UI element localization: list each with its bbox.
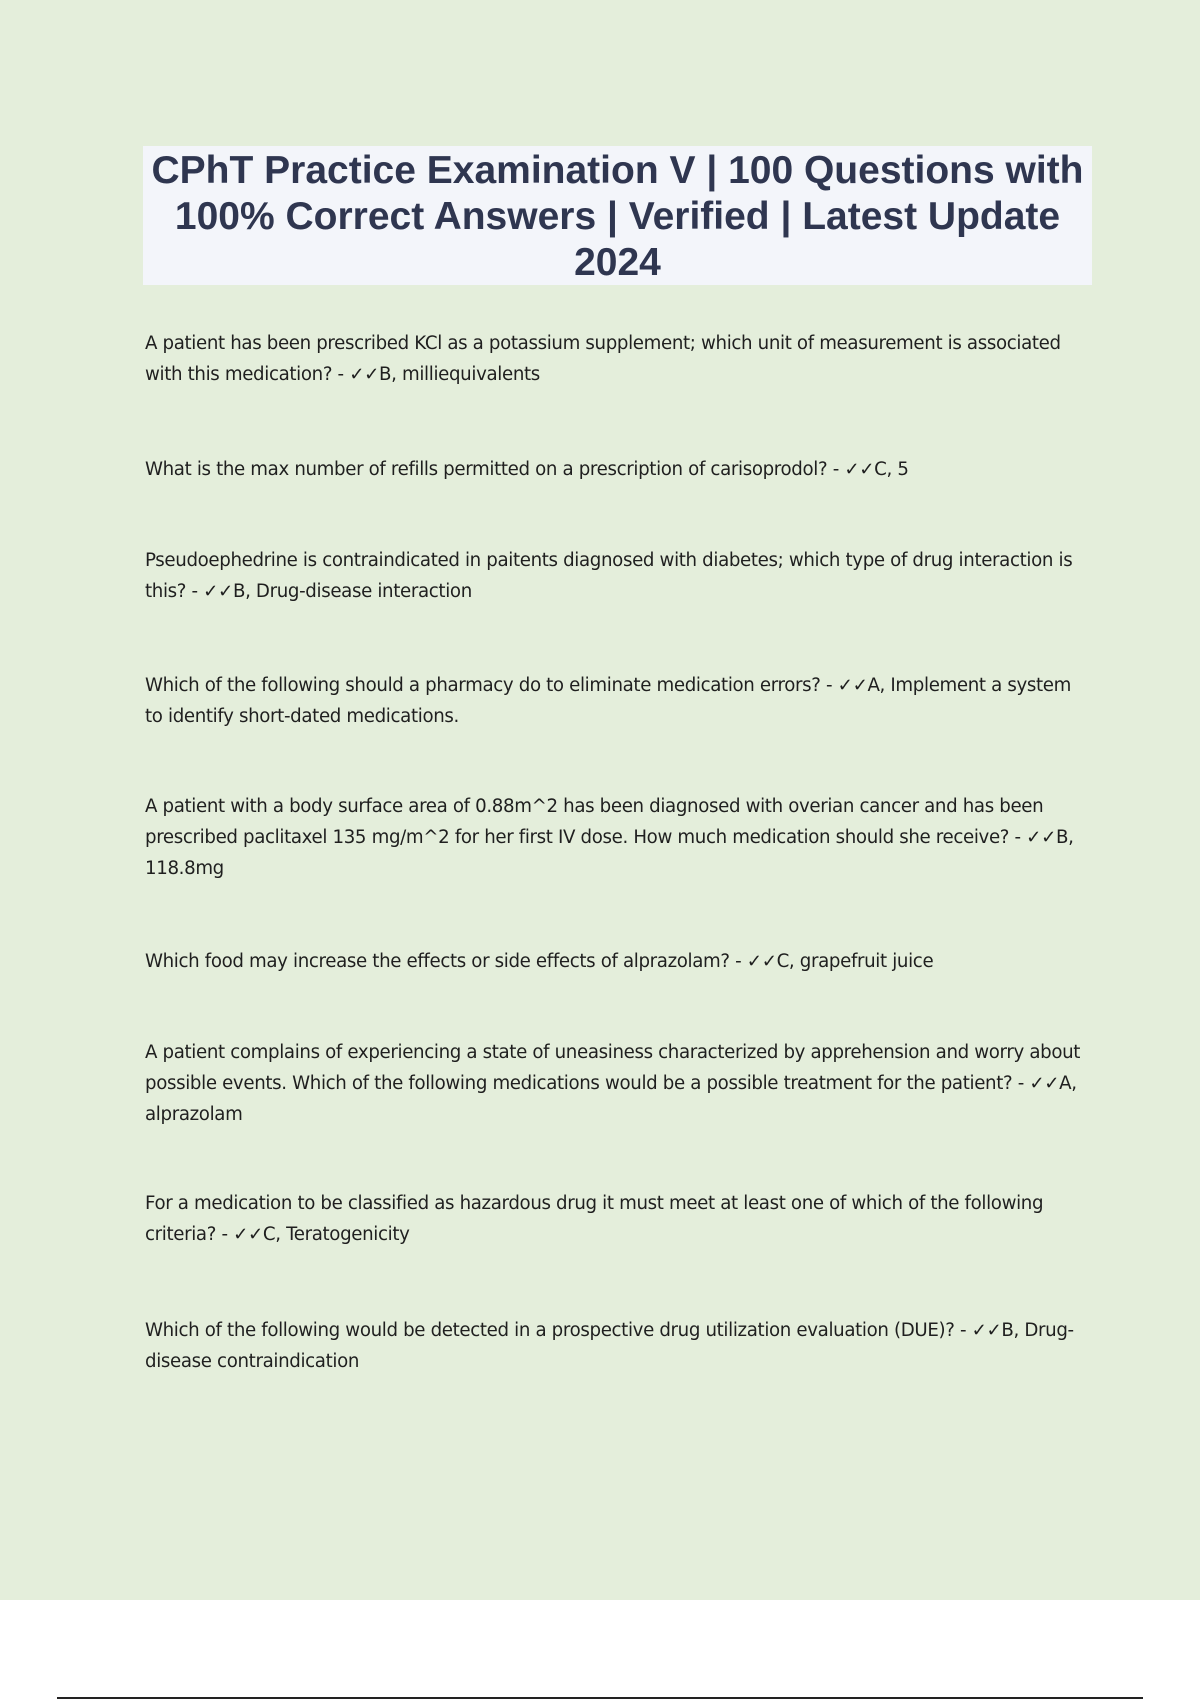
question-7: A patient complains of experiencing a state of uneasiness characterized by apprehension and worry about possible events. Which of the following medications would be a possible treatment for the patient? - ✓✓A, alprazolam xyxy=(145,1042,1081,1125)
title-banner xyxy=(143,146,1092,285)
question-6: Which food may increase the effects or side effects of alprazolam? - ✓✓C, grapefruit juice xyxy=(145,951,934,972)
question-4: Which of the following should a pharmacy do to eliminate medication errors? - ✓✓A, Implement a system to identify short-dated medications. xyxy=(145,675,1072,727)
question-5: A patient with a body surface area of 0.88m^2 has been diagnosed with overian cancer and has been prescribed paclitaxel 135 mg/m^2 for her first IV dose. How much medication should she receive? - ✓✓B, 118.8mg xyxy=(145,796,1074,879)
footer-divider xyxy=(57,1697,1143,1699)
question-3: Pseudoephedrine is contraindicated in paitents diagnosed with diabetes; which type of drug interaction is this? - ✓✓B, Drug-disease interaction xyxy=(145,550,1073,602)
question-8: For a medication to be classified as hazardous drug it must meet at least one of which of the following criteria? - ✓✓C, Teratogenicity xyxy=(145,1193,1044,1245)
question-2: What is the max number of refills permitted on a prescription of carisoprodol? - ✓✓C, 5 xyxy=(145,459,909,480)
document-title: CPhT Practice Examination V | 100 Questions with 100% Correct Answers | Verified | Latest Update 2024 xyxy=(151,149,1084,284)
question-1: A patient has been prescribed KCl as a potassium supplement; which unit of measurement is associated with this medication? - ✓✓B, milliequivalents xyxy=(145,333,1061,385)
question-9: Which of the following would be detected in a prospective drug utilization evaluation (DUE)? - ✓✓B, Drug-disease contraindication xyxy=(145,1320,1074,1372)
